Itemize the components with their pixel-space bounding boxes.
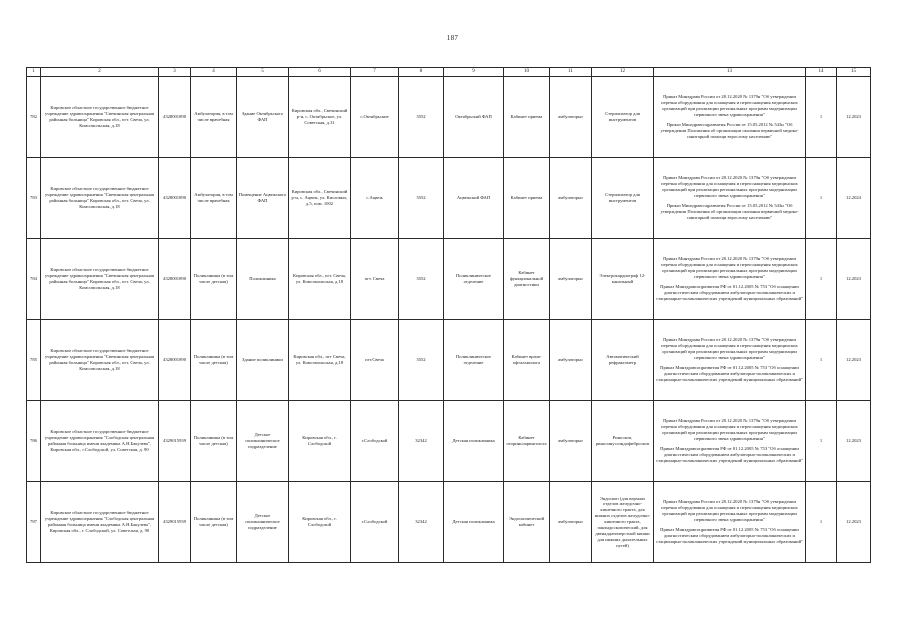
address-cell: Кировская обл., г. Слободской: [289, 482, 351, 563]
oktmo-cell: 32342: [399, 482, 444, 563]
inn-cell: 4329015939: [159, 401, 191, 482]
care-form-cell: амбулаторно: [550, 482, 592, 563]
row-number-cell: 783: [27, 158, 41, 239]
quantity-cell: 1: [806, 158, 837, 239]
address-cell: Кировская обл., пгт. Свеча, ул. Комсомольская, д.18: [289, 239, 351, 320]
date-cell: 12.2023: [837, 77, 871, 158]
inn-cell: 4328001890: [159, 239, 191, 320]
date-cell: 12.2023: [837, 320, 871, 401]
facility-type-cell: Поликлиника (в том числе детская): [191, 239, 237, 320]
care-form-cell: амбулаторно: [550, 239, 592, 320]
header-cell: 11: [550, 68, 592, 77]
header-cell: 8: [399, 68, 444, 77]
settlement-cell: пгт. Свеча: [351, 239, 399, 320]
table-row: [27, 482, 871, 563]
care-form-cell: амбулаторно: [550, 401, 592, 482]
row-number-cell: 784: [27, 239, 41, 320]
building-cell: Детское поликлиническое подразделение: [237, 401, 289, 482]
header-cell: 13: [654, 68, 806, 77]
legal-basis-cell: [654, 158, 806, 239]
building-cell: Детское поликлиническое подразделение: [237, 482, 289, 563]
room-cell: Кабинет оториноларинголога: [504, 401, 550, 482]
building-cell: Здание поликлиники: [237, 320, 289, 401]
department-cell: Ацвежский ФАП: [444, 158, 504, 239]
date-cell: 12.2023: [837, 482, 871, 563]
equipment-cell: Автоматический рефрактометр: [592, 320, 654, 401]
header-cell: 5: [237, 68, 289, 77]
header-cell: 12: [592, 68, 654, 77]
quantity-cell: 1: [806, 401, 837, 482]
institution-cell: Кировское областное государственное бюджетное учреждение здравоохранения "Свечинская центральная районная больница" Кировская обл., пгт. Свеча, ул. Комсомольская, д.18: [41, 77, 159, 158]
room-cell: Кабинет приема: [504, 77, 550, 158]
row-number-cell: 782: [27, 77, 41, 158]
department-cell: Детская поликлиника: [444, 482, 504, 563]
room-cell: Кабинет врача-офтальмолога: [504, 320, 550, 401]
oktmo-cell: 3552: [399, 158, 444, 239]
room-cell: Кабинет функциональной диагностики: [504, 239, 550, 320]
legal-basis-order-1379n: Приказ Минздрава России от 28.12.2020 № 1379н "Об утверждении перечня оборудования для оснащения и переоснащения медицинских организаций при реализации региональных программ модернизации первичного звена здравоохранения": [661, 93, 798, 117]
legal-basis-cell: [654, 77, 806, 158]
header-cell: 7: [351, 68, 399, 77]
legal-basis-cell: [654, 239, 806, 320]
address-cell: Кировская обл., Свечинский р-н, с. Ацвеж, ул. Кисловых, д.5, пом. 1002: [289, 158, 351, 239]
care-form-cell: амбулаторно: [550, 158, 592, 239]
legal-basis-order-secondary: Приказ Минздравсоцразвития России от 15.05.2012 № 543н "Об утверждении Положения об организации оказания первичной медико-санитарной помощи взрослому населению": [660, 203, 799, 221]
quantity-cell: 1: [806, 320, 837, 401]
inn-cell: 4328001890: [159, 158, 191, 239]
care-form-cell: амбулаторно: [550, 77, 592, 158]
date-cell: 12.2023: [837, 401, 871, 482]
legal-basis-order-1379n: Приказ Минздрава России от 28.12.2020 № 1379н "Об утверждении перечня оборудования для оснащения и переоснащения медицинских организаций при реализации региональных программ модернизации первичного звена здравоохранения": [661, 174, 798, 198]
legal-basis-order-secondary: Приказ Минздравсоцразвития РФ от 01.12.2005 № 753 "Об оснащении диагностическим оборудованием амбулаторно-поликлинических и стационарно-поликлинических учреждений муниципальных образований": [656, 527, 803, 545]
header-cell: 14: [806, 68, 837, 77]
header-cell: 10: [504, 68, 550, 77]
department-cell: Октябрьский ФАП: [444, 77, 504, 158]
inn-cell: 4328001890: [159, 77, 191, 158]
table-row: [27, 158, 871, 239]
oktmo-cell: 3552: [399, 239, 444, 320]
equipment-table: [26, 67, 871, 563]
settlement-cell: г.Слободской: [351, 401, 399, 482]
row-number-cell: 785: [27, 320, 41, 401]
institution-cell: Кировское областное государственное бюджетное учреждение здравоохранения "Свечинская центральная районная больница" Кировская обл., пгт. Свеча, ул. Комсомольская, д.18: [41, 320, 159, 401]
building-cell: Помещение Ацвежского ФАП: [237, 158, 289, 239]
equipment-cell: Электрокардиограф 12-канальный: [592, 239, 654, 320]
address-cell: Кировская обл., Свечинский р-н, с. Октябрьское, ул. Советская, д.31: [289, 77, 351, 158]
header-cell: 4: [191, 68, 237, 77]
header-cell: 15: [837, 68, 871, 77]
institution-cell: Кировское областное государственное бюджетное учреждение здравоохранения "Свечинская центральная районная больница" Кировская обл., пгт. Свеча, ул. Комсомольская, д.18: [41, 158, 159, 239]
legal-basis-order-1379n: Приказ Минздрава России от 28.12.2020 № 1379н "Об утверждении перечня оборудования для оснащения и переоснащения медицинских организаций при реализации региональных программ модернизации первичного звена здравоохранения": [661, 417, 798, 441]
table-row: [27, 77, 871, 158]
header-cell: 1: [27, 68, 41, 77]
facility-type-cell: Поликлиника (в том числе детская): [191, 401, 237, 482]
legal-basis-order-secondary: Приказ Минздравсоцразвития РФ от 01.12.2005 № 753 "Об оснащении диагностическим оборудованием амбулаторно-поликлинических и стационарно-поликлинических учреждений муниципальных образований": [656, 365, 803, 383]
care-form-cell: амбулаторно: [550, 320, 592, 401]
legal-basis-order-1379n: Приказ Минздрава России от 28.12.2020 № 1379н "Об утверждении перечня оборудования для оснащения и переоснащения медицинских организаций при реализации региональных программ модернизации первичного звена здравоохранения": [661, 255, 798, 279]
department-cell: Поликлиническое отделение: [444, 239, 504, 320]
inn-cell: 4329015939: [159, 482, 191, 563]
room-cell: Кабинет приема: [504, 158, 550, 239]
equipment-cell: Стерилизатор для инструментов: [592, 158, 654, 239]
institution-cell: Кировское областное государственное бюджетное учреждение здравоохранения "Свечинская центральная районная больница" Кировская обл., пгт. Свеча, ул. Комсомольская, д.18: [41, 239, 159, 320]
header-cell: 3: [159, 68, 191, 77]
facility-type-cell: Поликлиника (в том числе детская): [191, 482, 237, 563]
legal-basis-order-secondary: Приказ Минздравсоцразвития РФ от 01.12.2005 № 753 "Об оснащении диагностическим оборудованием амбулаторно-поликлинических и стационарно-поликлинических учреждений муниципальных образований": [656, 284, 803, 302]
department-cell: Поликлиническое отделение: [444, 320, 504, 401]
settlement-cell: с.Ацвеж: [351, 158, 399, 239]
legal-basis-order-secondary: Приказ Минздравсоцразвития России от 15.05.2012 № 543н "Об утверждении Положения об организации оказания первичной медико-санитарной помощи взрослому населению": [660, 122, 799, 140]
facility-type-cell: Поликлиника (в том числе детская): [191, 320, 237, 401]
table-row: [27, 320, 871, 401]
header-cell: 9: [444, 68, 504, 77]
room-cell: Эндоскопический кабинет: [504, 482, 550, 563]
quantity-cell: 1: [806, 239, 837, 320]
equipment-cell: Стерилизатор для инструментов: [592, 77, 654, 158]
quantity-cell: 1: [806, 77, 837, 158]
settlement-cell: г.Слободской: [351, 482, 399, 563]
address-cell: Кировская обл., г. Слободской: [289, 401, 351, 482]
date-cell: 12.2023: [837, 239, 871, 320]
legal-basis-cell: [654, 401, 806, 482]
row-number-cell: 786: [27, 401, 41, 482]
building-cell: Здание Октябрьского ФАП: [237, 77, 289, 158]
table-row: [27, 239, 871, 320]
quantity-cell: 1: [806, 482, 837, 563]
oktmo-cell: 3552: [399, 320, 444, 401]
settlement-cell: пгт.Свеча: [351, 320, 399, 401]
header-cell: 2: [41, 68, 159, 77]
equipment-cell: Эндоскоп (для верхних отделов желудочно-кишечного тракта, для нижних отделов желудочно-кишечного тракта, панэндоскопический, для двенадцатиперстной кишки для нижних дыхательных путей): [592, 482, 654, 563]
legal-basis-order-1379n: Приказ Минздрава России от 28.12.2020 № 1379н "Об утверждении перечня оборудования для оснащения и переоснащения медицинских организаций при реализации региональных программ модернизации первичного звена здравоохранения": [661, 498, 798, 522]
institution-cell: Кировское областное государственное бюджетное учреждение здравоохранения "Слободская центральная районная больница имени академика А.Н.Бакулева", Кировская обл., г.Слободской, ул. Советская, д. 90: [41, 401, 159, 482]
row-number-cell: 787: [27, 482, 41, 563]
facility-type-cell: Амбулатория, в том числе врачебная: [191, 77, 237, 158]
institution-cell: Кировское областное государственное бюджетное учреждение здравоохранения "Слободская центральная районная больница имени академика А.Н.Бакулева", Кировская обл., г. Слободской, ул. Советская, д. 90: [41, 482, 159, 563]
building-cell: Поликлиника: [237, 239, 289, 320]
legal-basis-cell: [654, 482, 806, 563]
table-row: [27, 401, 871, 482]
date-cell: 12.2024: [837, 158, 871, 239]
legal-basis-cell: [654, 320, 806, 401]
oktmo-cell: 32342: [399, 401, 444, 482]
header-row: [27, 68, 871, 77]
legal-basis-order-1379n: Приказ Минздрава России от 28.12.2020 № 1379н "Об утверждении перечня оборудования для оснащения и переоснащения медицинских организаций при реализации региональных программ модернизации первичного звена здравоохранения": [661, 336, 798, 360]
department-cell: Детская поликлиника: [444, 401, 504, 482]
inn-cell: 4328001890: [159, 320, 191, 401]
oktmo-cell: 3552: [399, 77, 444, 158]
address-cell: Кировская обл., пгт Свеча, ул. Комсомольская, д.18: [289, 320, 351, 401]
legal-basis-order-secondary: Приказ Минздравсоцразвития РФ от 01.12.2005 № 753 "Об оснащении диагностическим оборудованием амбулаторно-поликлинических и стационарно-поликлинических учреждений муниципальных образований": [656, 446, 803, 464]
equipment-cell: Риноскоп, риносинусоэндофиброскоп: [592, 401, 654, 482]
settlement-cell: с.Октябрьские: [351, 77, 399, 158]
header-cell: 6: [289, 68, 351, 77]
facility-type-cell: Амбулатория, в том числе врачебная: [191, 158, 237, 239]
page-number: 187: [446, 34, 459, 42]
